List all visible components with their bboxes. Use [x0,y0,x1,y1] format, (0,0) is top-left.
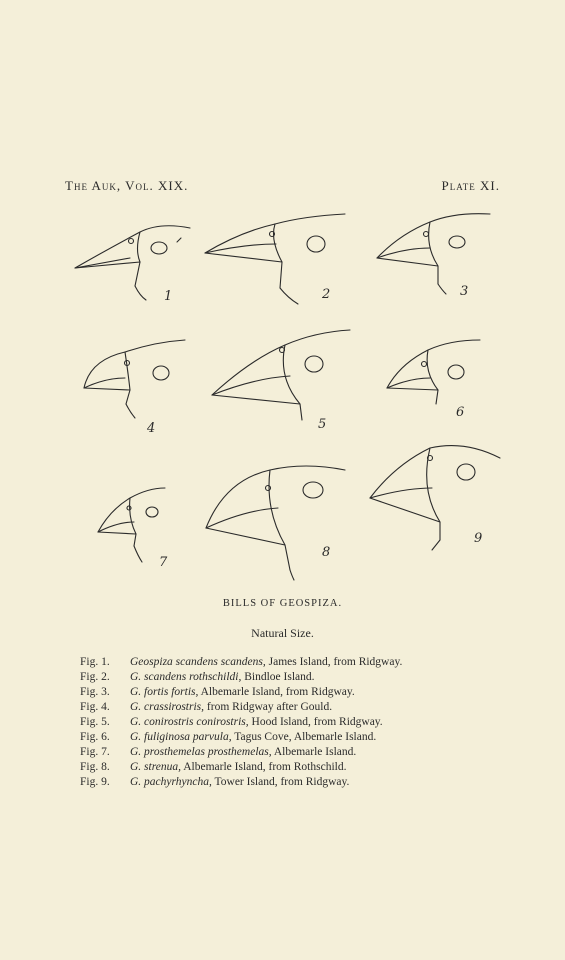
legend-fig-label: Fig. 3. [80,686,110,698]
legend-row [80,775,510,790]
legend-row [80,715,510,730]
figure-number-5: 5 [318,417,327,432]
bill-figure-8 [206,466,345,580]
bill-figure-9 [370,446,500,550]
legend-species: G. scandens rothschildi, [130,671,242,683]
legend-species: G. conirostris conirostris, [130,716,249,728]
legend-species: G. crassirostris, [130,701,205,713]
figure-number-7: 7 [159,555,168,570]
legend-species: G. strenua, [130,761,182,773]
legend-locality: Albemarle Island, from Rothschild. [181,761,347,773]
legend-row [80,685,510,700]
legend-fig-label: Fig. 8. [80,761,110,773]
legend-fig-label: Fig. 9. [80,776,110,788]
legend-species: Geospiza scandens scandens, [130,656,266,668]
bill-figure-7 [98,488,168,570]
legend-locality: James Island, from Ridgway. [265,656,403,668]
plate-caption-subtitle: Natural Size. [251,626,314,640]
plate-number: Plate XI. [441,178,500,193]
bill-figure-6 [387,340,480,420]
legend-fig-label: Fig. 6. [80,731,110,743]
legend-fig-label: Fig. 7. [80,746,110,758]
figure-number-8: 8 [322,545,331,560]
legend-locality: Albemarle Island, from Ridgway. [198,686,355,698]
figure-legend [80,655,510,790]
bill-figure-2 [205,214,345,304]
legend-row [80,730,510,745]
legend-species: G. prosthemelas prosthemelas, [130,746,272,758]
legend-species: G. fuliginosa parvula, [130,731,232,743]
journal-title: The Auk, Vol. XIX. [65,178,189,193]
figure-number-6: 6 [456,405,465,420]
legend-species: G. fortis fortis, [130,686,199,698]
bill-figure-1 [75,226,190,304]
figure-number-4: 4 [147,421,156,436]
plate-caption-title: BILLS OF GEOSPIZA. [222,598,343,609]
legend-locality: Hood Island, from Ridgway. [248,716,383,728]
bill-figure-5 [212,330,350,432]
figure-number-2: 2 [322,287,331,302]
legend-fig-label: Fig. 5. [80,716,110,728]
legend-fig-label: Fig. 4. [80,701,110,713]
legend-locality: Tagus Cove, Albemarle Island. [231,731,377,743]
legend-row [80,760,510,775]
figure-number-1: 1 [164,289,173,304]
legend-row [80,655,510,670]
figure-number-9: 9 [474,531,483,546]
legend-fig-label: Fig. 1. [80,656,110,668]
legend-locality: from Ridgway after Gould. [204,701,333,713]
legend-locality: Tower Island, from Ridgway. [211,776,350,788]
legend-locality: Albemarle Island. [271,746,357,758]
legend-row [80,700,510,715]
legend-locality: Bindloe Island. [241,671,315,683]
figure-number-3: 3 [460,284,469,299]
legend-species: G. pachyrhyncha, [130,776,212,788]
legend-row [80,745,510,760]
bill-figure-4 [84,340,185,436]
bill-figure-3 [377,214,490,299]
legend-row [80,670,510,685]
legend-fig-label: Fig. 2. [80,671,110,683]
